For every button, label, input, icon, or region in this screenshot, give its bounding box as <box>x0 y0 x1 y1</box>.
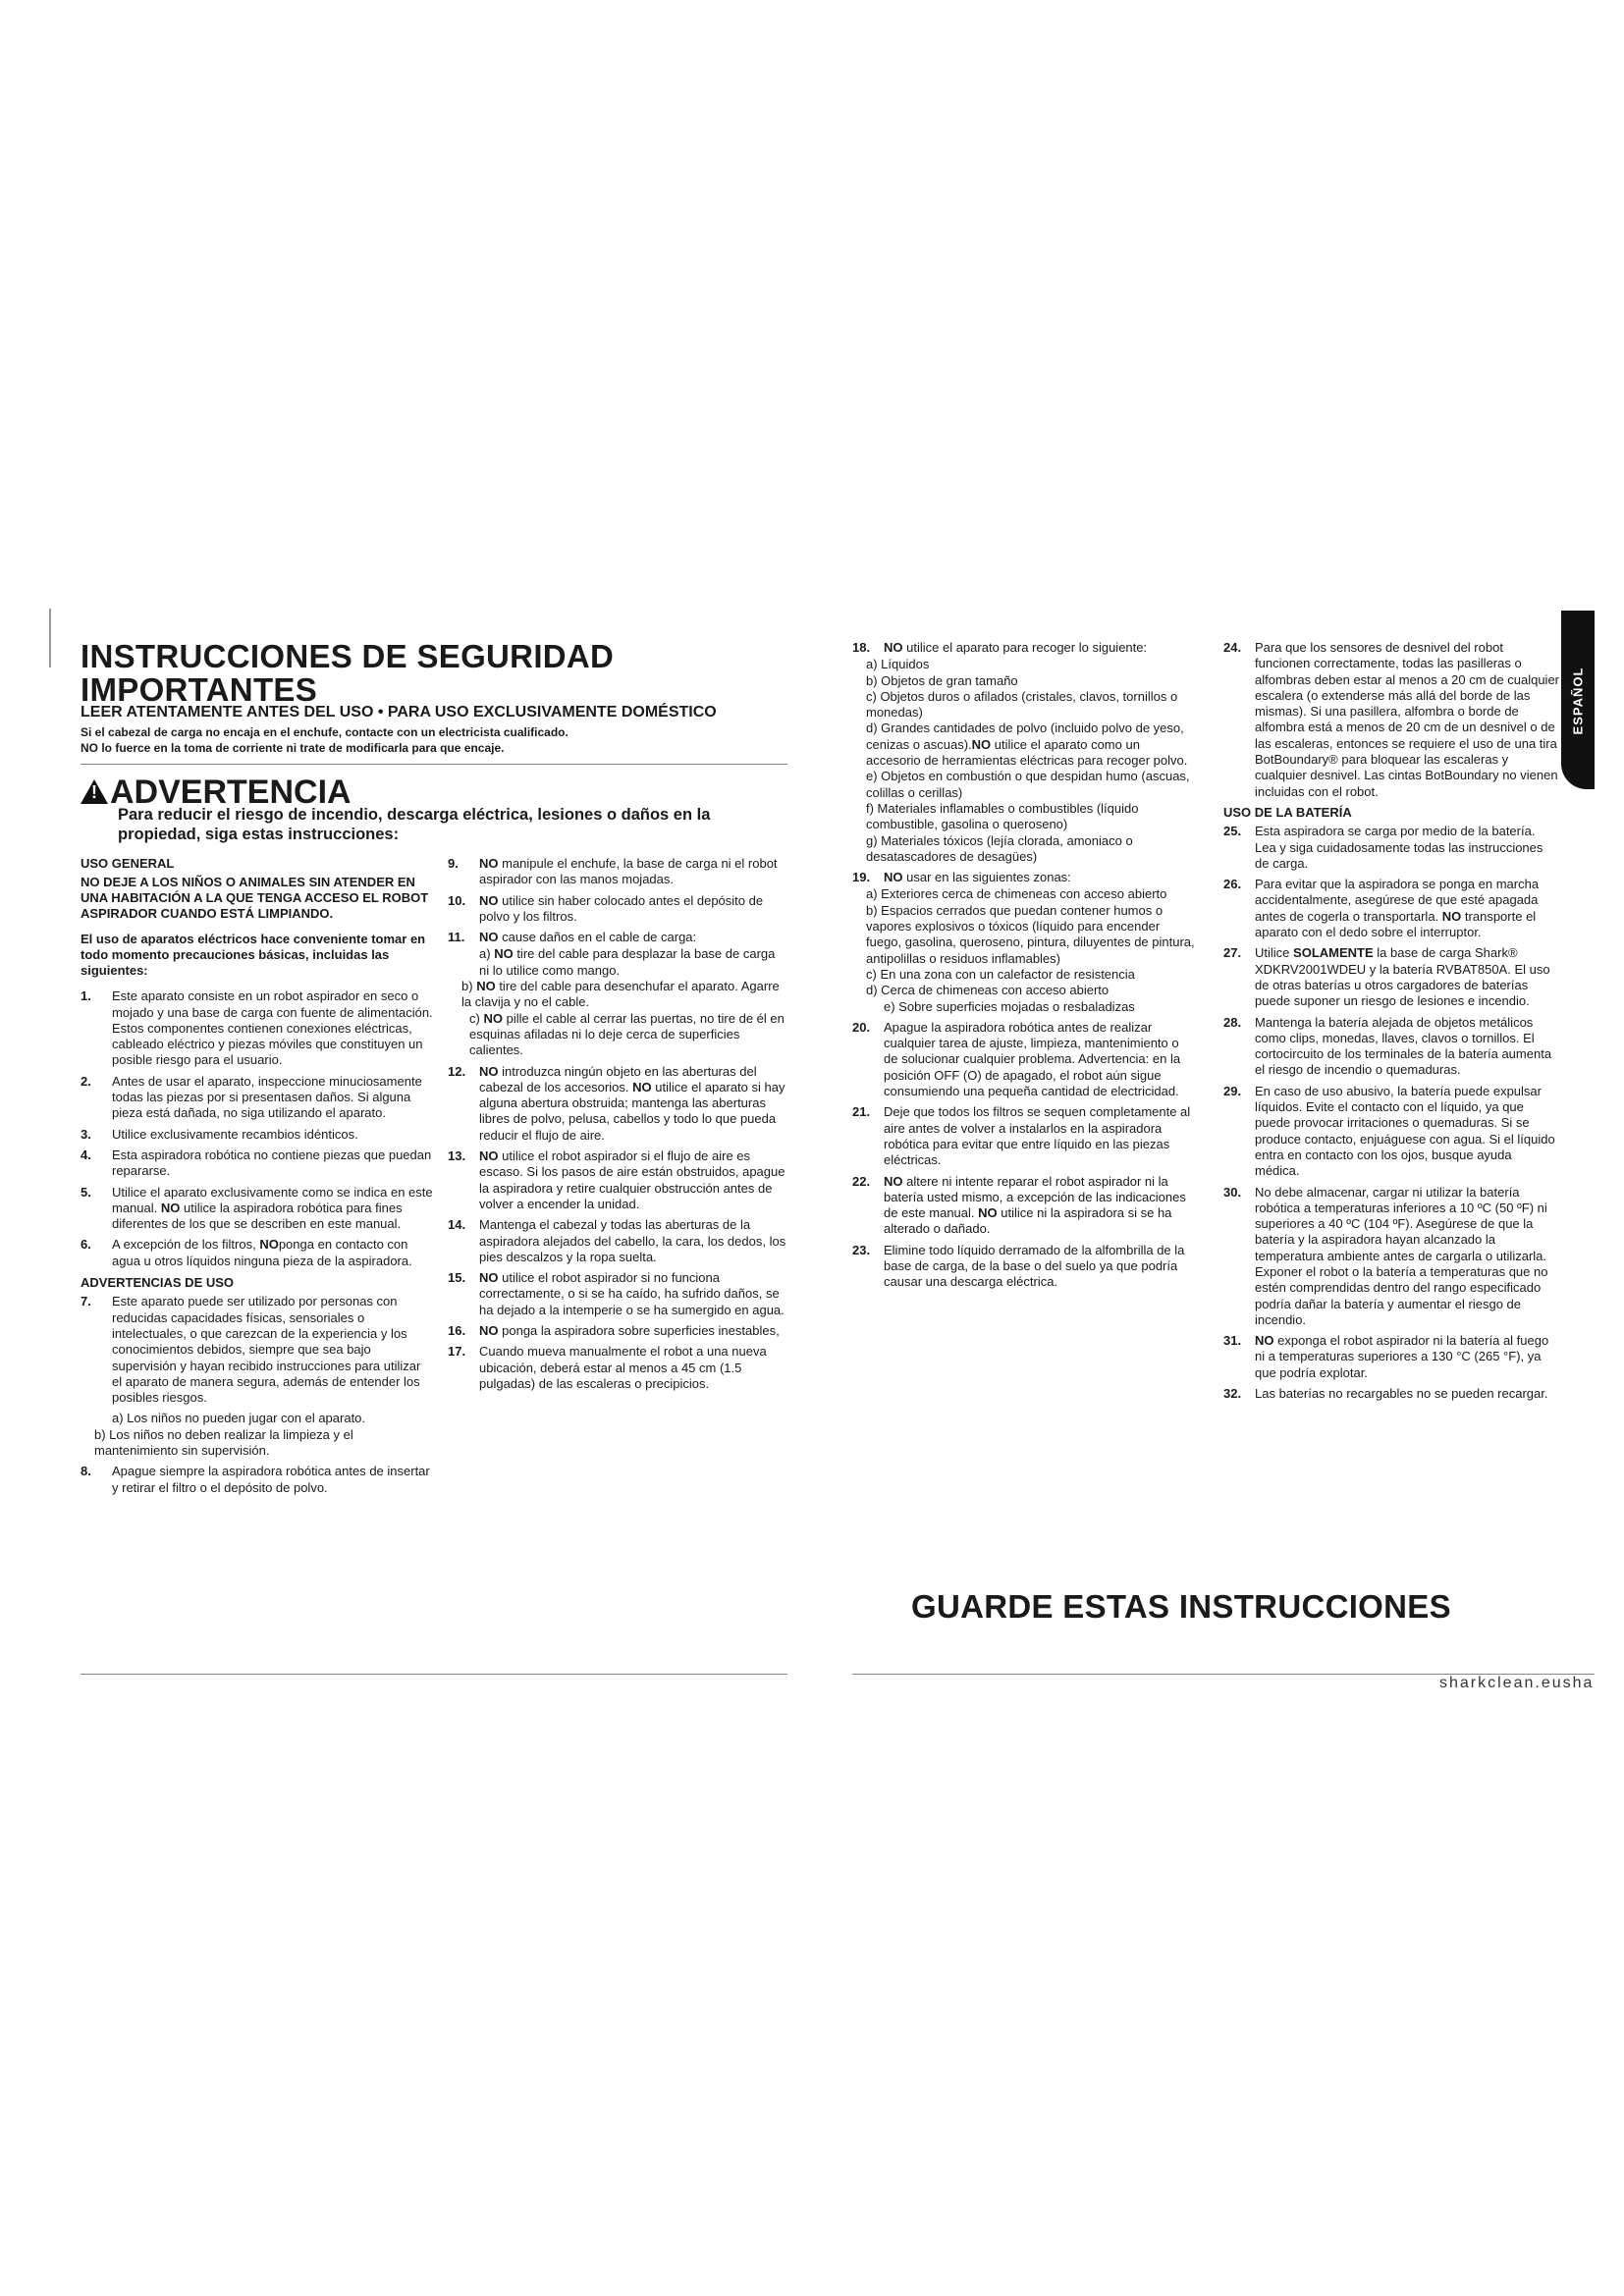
list-item: 19. NO usar en las siguientes zonas: <box>852 870 1071 885</box>
list-subitem: e) Sobre superficies mojadas o resbaladizas <box>884 998 1135 1014</box>
list-subitem: a) NO tire del cable para desplazar la base de carga ni lo utilice como mango. <box>479 946 776 978</box>
list-subitem: c) En una zona con un calefactor de resistencia <box>866 966 1135 982</box>
list-item: 2. Antes de usar el aparato, inspeccione minuciosamente todas las piezas por si presentasen daños. Si alguna pieza está dañada, no siga utilizando el aparato. <box>81 1073 422 1121</box>
list-item: 13. NO utilice el robot aspirador si el flujo de aire es escaso. Si los pasos de aire están obstruidos, apague la aspiradora y retire cualquier obstrucción antes de volver a encender la unidad. <box>448 1148 785 1211</box>
list-subitem: g) Materiales tóxicos (lejía clorada, amoniaco o desatascadores de desagües) <box>866 832 1133 864</box>
list-item: 1. Este aparato consiste en un robot aspirador en seco o mojado y una base de carga con fuente de alimentación. Estos componentes contienen conexiones eléctricas, cableado eléctrico y piezas móviles que constituyen un posible riesgo para el usuario. <box>81 988 433 1068</box>
list-item: 27. Utilice SOLAMENTE la base de carga Shark® XDKRV2001WDEU y la batería RVBAT850A. El uso de otras baterías u otros cargadores de baterías puede suponer un riesgo de lesiones e incendio. <box>1223 945 1550 1009</box>
children-warning: NO DEJE A LOS NIÑOS O ANIMALES SIN ATENDER EN UNA HABITACIÓN A LA QUE TENGA ACCESO EL ROBOT ASPIRADOR CUANDO ESTÁ LIMPIANDO. <box>81 875 429 922</box>
page-edge-mark <box>49 609 51 667</box>
list-item: 29. En caso de uso abusivo, la batería puede expulsar líquidos. Evite el contacto con el líquido, ya que puede provocar irritaciones o quemaduras. Si se produce contacto, enjuáguese con agua. Si el líquido entra en contacto con los ojos, busque ayuda médica. <box>1223 1083 1555 1179</box>
list-item: 25. Esta aspiradora se carga por medio de la batería. Lea y siga cuidadosamente todas las instrucciones de carga. <box>1223 824 1543 871</box>
list-item: 9. NO manipule el enchufe, la base de carga ni el robot aspirador con las manos mojadas. <box>448 856 778 887</box>
list-item: 6. A excepción de los filtros, NOponga en contacto con agua u otros líquidos ninguna pieza de la aspiradora. <box>81 1237 412 1268</box>
list-item: 5. Utilice el aparato exclusivamente como se indica en este manual. NO utilice la aspiradora robótica para fines diferentes de los que se describen en este manual. <box>81 1184 433 1232</box>
list-subitem: a) Líquidos <box>866 657 930 672</box>
list-item: 4. Esta aspiradora robótica no contiene piezas que puedan repararse. <box>81 1147 432 1179</box>
list-item: 8. Apague siempre la aspiradora robótica antes de insertar y retirar el filtro o el depósito de polvo. <box>81 1464 430 1495</box>
footer-url: sharkclean.eusha <box>1439 1675 1595 1691</box>
list-subitem: b) Los niños no deben realizar la limpieza y el mantenimiento sin supervisión. <box>94 1426 353 1459</box>
list-item: 32. Las baterías no recargables no se pueden recargar. <box>1223 1386 1548 1402</box>
list-subitem: d) Grandes cantidades de polvo (incluido polvo de yeso, cenizas o ascuas).NO utilice el aparato como un accesorio de herramientas eléctricas para recoger polvo. <box>866 721 1188 769</box>
page-title: INSTRUCCIONES DE SEGURIDAD IMPORTANTES <box>81 638 615 708</box>
list-subitem: b) Objetos de gran tamaño <box>866 672 1018 688</box>
list-item: 18. NO utilice el aparato para recoger lo siguiente: <box>852 640 1148 655</box>
list-subitem: c) NO pille el cable al cerrar las puertas, no tire de él en esquinas afiladas ni lo deje cerca de superficies calientes. <box>469 1010 785 1058</box>
save-instructions-heading: GUARDE ESTAS INSTRUCCIONES <box>911 1588 1451 1625</box>
list-subitem: c) Objetos duros o afilados (cristales, clavos, tornillos o monedas) <box>866 688 1178 721</box>
list-subitem: b) Espacios cerrados que puedan contener humos o vapores explosivos o tóxicos (líquido para encender fuego, gasolina, queroseno, pintura, diluyentes de pintura, antipolillas o residuos inflamables) <box>866 902 1195 966</box>
list-item: 12. NO introduzca ningún objeto en las aberturas del cabezal de los accesorios. NO utilice el aparato si hay alguna abertura obstruida; mantenga las aberturas libres de polvo, pelusa, cabellos y todo lo que pueda reducir el flujo de aire. <box>448 1063 785 1143</box>
column-3 <box>852 640 1196 1296</box>
list-item: 14. Mantenga el cabezal y todas las aberturas de la aspiradora alejados del cabello, la cara, los dedos, los pies descalzos y la ropa suelta. <box>448 1217 786 1264</box>
plug-note-line2: NO lo fuerce en la toma de corriente ni trate de modificarla para que encaje. <box>81 741 505 755</box>
list-item: 22. NO altere ni intente reparar el robot aspirador ni la batería usted mismo, a excepción de las indicaciones de este manual. NO utilice ni la aspiradora si se ha alterado o dañado. <box>852 1173 1186 1237</box>
intro-text: El uso de aparatos eléctricos hace conveniente tomar en todo momento precauciones básicas, incluidas las siguientes: <box>81 932 426 979</box>
language-tab <box>1561 611 1595 789</box>
list-item: 28. Mantenga la batería alejada de objetos metálicos como clips, monedas, llaves, clavos o tornillos. El cortocircuito de los terminales de la batería aumenta el riesgo de incendio o quemaduras. <box>1223 1014 1552 1078</box>
plug-note <box>81 724 787 756</box>
column-1 <box>81 856 434 1501</box>
list-subitem: a) Exteriores cerca de chimeneas con acceso abierto <box>866 886 1167 902</box>
column-2 <box>448 856 787 1397</box>
warning-subtitle: Para reducir el riesgo de incendio, descarga eléctrica, lesiones o daños en la propiedad, siga estas instrucciones: <box>118 806 711 843</box>
list-item: 21. Deje que todos los filtros se sequen completamente al aire antes de volver a instalarlos en la aspiradora robótica para evitar que entre líquido en las piezas eléctricas. <box>852 1104 1191 1168</box>
list-item: 7. Este aparato puede ser utilizado por personas con reducidas capacidades físicas, sensoriales o intelectuales, o que carezcan de la experiencia y los conocimientos debidos, siempre que sea bajo supervisión y hayan recibido instrucciones para utilizar el aparato de manera segura, además de entender los posibles riesgos. <box>81 1294 421 1406</box>
divider <box>81 1674 787 1675</box>
list-subitem: e) Objetos en combustión o que despidan humo (ascuas, colillas o cerillas) <box>866 769 1190 800</box>
list-item: 17. Cuando mueva manualmente el robot a una nueva ubicación, deberá estar al menos a 45 cm (1.5 pulgadas) de las escaleras o precipicios. <box>448 1344 767 1391</box>
list-item: 15. NO utilice el robot aspirador si no funciona correctamente, o si se ha caído, ha sufrido daños, se ha dejado a la intemperie o se ha sumergido en agua. <box>448 1270 785 1317</box>
warning-title: ADVERTENCIA <box>110 774 352 811</box>
list-subitem: d) Cerca de chimeneas con acceso abierto <box>866 983 1110 998</box>
list-item: 26. Para evitar que la aspiradora se ponga en marcha accidentalmente, asegúrese de que esté apagada antes de cogerla o transportarla. NO transporte el aparato con el dedo sobre el interruptor. <box>1223 877 1540 940</box>
page-subtitle: LEER ATENTAMENTE ANTES DEL USO • PARA USO EXCLUSIVAMENTE DOMÉSTICO <box>81 704 717 721</box>
list-item: 20. Apague la aspiradora robótica antes de realizar cualquier tarea de ajuste, limpieza, mantenimiento o de solucionar cualquier problema. Advertencia: en la posición OFF (O) de apagado, el robot aún sigue consumiendo una pequeña cantidad de electricidad. <box>852 1019 1181 1099</box>
list-item: 23. Elimine todo líquido derramado de la alfombrilla de la base de carga, de la base o del suelo ya que podría causar una descarga eléctrica. <box>852 1242 1185 1290</box>
column-4 <box>1223 640 1559 1407</box>
section-heading-use: ADVERTENCIAS DE USO <box>81 1275 235 1291</box>
list-item: 24. Para que los sensores de desnivel del robot funcionen correctamente, todas las pasilleras o alfombras deben estar al menos a 20 cm de cualquier escalera (o extenderse más allá del borde de las mismas). Si una pasillera, alfombra o borde de alfombra está a menos de 20 cm de un desnivel o de las escaleras, entonces se requiere el uso de una tira BotBoundary® para bloquear las escaleras y cualquier desnivel. Las cintas BotBoundary no vienen incluidas con el robot. <box>1223 640 1560 799</box>
list-item: 16. NO ponga la aspiradora sobre superficies inestables, <box>448 1323 780 1339</box>
plug-note-line1: Si el cabezal de carga no encaja en el enchufe, contacte con un electricista cualificado. <box>81 725 568 739</box>
list-subitem: b) NO tire del cable para desenchufar el aparato. Agarre la clavija y no el cable. <box>461 979 780 1010</box>
list-item: 30. No debe almacenar, cargar ni utilizar la batería robótica a temperaturas inferiores a 10 ºC (50 ºF) ni superiores a 40 ºC (104 ºF). Asegúrese de que la batería y la aspiradora hayan alcanzado la temperatura ambiente antes de cargarla o utilizarla. Exponer el robot o la batería a temperaturas que no estén comprendidas dentro del rango especificado podría dañar la batería y aumentar el riesgo de incendio. <box>1223 1184 1548 1327</box>
list-subitem: f) Materiales inflamables o combustibles (líquido combustible, gasolina o queroseno) <box>866 800 1139 832</box>
section-heading-general: USO GENERAL <box>81 856 175 871</box>
section-heading-battery: USO DE LA BATERÍA <box>1223 804 1352 820</box>
language-tab-label: ESPAÑOL <box>1570 667 1586 735</box>
divider <box>81 764 787 765</box>
list-item: 3. Utilice exclusivamente recambios idénticos. <box>81 1126 358 1142</box>
warning-triangle-icon <box>81 779 108 804</box>
list-item: 10. NO utilice sin haber colocado antes el depósito de polvo y los filtros. <box>448 892 764 924</box>
list-subitem: a) Los niños no pueden jugar con el aparato. <box>112 1411 366 1426</box>
list-item: 11. NO cause daños en el cable de carga: <box>448 930 697 945</box>
list-item: 31. NO exponga el robot aspirador ni la batería al fuego ni a temperaturas superiores a 130 °C (265 °F), ya que podría explotar. <box>1223 1333 1549 1380</box>
